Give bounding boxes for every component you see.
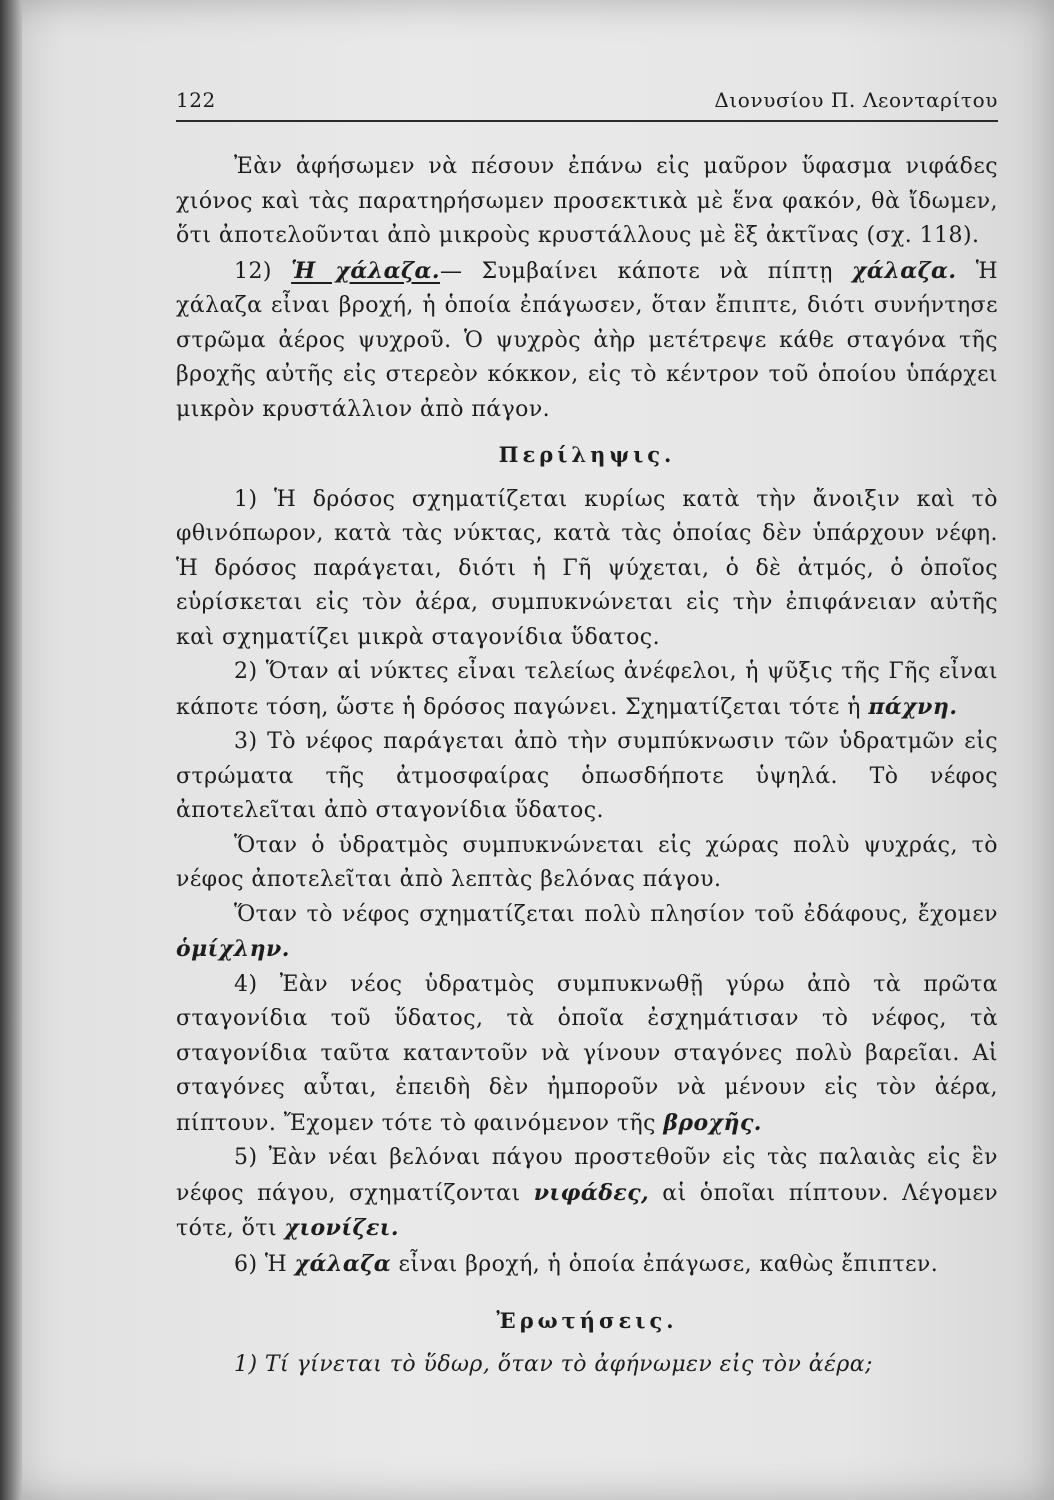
summary-item-3c: [176, 898, 998, 968]
summary-item-6-rest: εἶναι βροχή, ἡ ὁποία ἐπάγωσε, καθὼς ἔπιπτεν.: [398, 1251, 939, 1277]
summary-item-5-text: 5) Ἐὰν νέαι βελόναι πάγου προστεθοῦν εἰς τὰς παλαιὰς εἰς ἓν νέφος πάγου, σχηματίζονται: [176, 1145, 998, 1206]
section-12-rest: Ἡ χάλαζα εἶναι βροχή, ἡ ὁποία ἐπάγωσεν, ὅταν ἔπιπτε, διότι συνήντησε στρῶμα ἀέρος ψυχροῦ. Ὁ ψυχρὸς ἀὴρ μετέτρεψε κάθε σταγόνα τῆς βροχῆς αὐτῆς εἰς στερεὸν κόκκον, εἰς τὸ κέντρον τοῦ ὁποίου ὑπάρχει μικρὸν κρυστάλλιον ἀπὸ πάγον.: [176, 258, 998, 422]
summary-item-4-text: 4) Ἐὰν νέος ὑδρατμὸς συμπυκνωθῇ γύρω ἀπὸ τὰ πρῶτα σταγονίδια τοῦ ὕδατος, τὰ ὁποῖα ἐσχημάτισαν τὸ νέφος, τὰ σταγονίδια ταῦτα καταντοῦν νὰ γίνουν σταγόνες πολὺ βαρεῖαι. Αἱ σταγόνες αὗται, ἐπειδὴ δὲν ἠμποροῦν νὰ μένουν εἰς τὸν ἀέρα, πίπτουν. Ἔχομεν τότε τὸ φαινόμενον τῆς: [176, 971, 998, 1136]
section-12-paragraph: [176, 254, 998, 428]
summary-item-5: [176, 1141, 998, 1247]
summary-item-5-term: νιφάδες,: [533, 1179, 650, 1206]
summary-item-6-start: 6) Ἡ: [234, 1251, 288, 1277]
summary-item-3c-term: ὁμίχλην.: [176, 936, 290, 962]
summary-item-2-term: πάχνη.: [868, 693, 958, 720]
page-binding-edge: [0, 0, 22, 1500]
summary-item-3b: Ὅταν ὁ ὑδρατμὸς συμπυκνώνεται εἰς χώρας πολὺ ψυχράς, τὸ νέφος ἀποτελεῖται ἀπὸ λεπτὰς βελόνας πάγου.: [176, 832, 998, 892]
summary-item-3c-text: Ὅταν τὸ νέφος σχηματίζεται πολὺ πλησίον τοῦ ἐδάφους, ἔχομεν: [234, 901, 998, 927]
page-header: [176, 86, 998, 122]
summary-item-4: [176, 968, 998, 1142]
running-title: Διονυσίου Π. Λεονταρίτου: [714, 88, 998, 112]
summary-item-6: [176, 1247, 998, 1283]
page-number: 122: [176, 88, 216, 112]
question-1: 1) Τί γίνεται τὸ ὕδωρ, ὅταν τὸ ἀφήνωμεν εἰς τὸν ἀέρα;: [234, 1351, 873, 1377]
summary-item-5-term2: χιονίζει.: [284, 1215, 399, 1241]
questions-heading: Ἐρωτήσεις.: [496, 1308, 678, 1333]
summary-item-3: 3) Τὸ νέφος παράγεται ἀπὸ τὴν συμπύκνωσιν τῶν ὑδρατμῶν εἰς στρώματα τῆς ἀτμοσφαίρας ὁπωσδήποτε ὑψηλά. Τὸ νέφος ἀποτελεῖται ἀπὸ σταγονίδια ὕδατος.: [176, 729, 998, 823]
summary-item-6-term: χάλαζα: [294, 1250, 392, 1277]
section-12-term: χάλαζα.: [852, 257, 957, 284]
section-12-lead: — Συμβαίνει κάποτε νὰ πίπτῃ: [440, 258, 833, 284]
summary-item-5-mid: αἱ ὁποῖαι πίπτουν. Λέγομεν τότε, ὅτι: [176, 1180, 999, 1241]
summary-heading: Περίληψις.: [498, 442, 676, 467]
intro-paragraph: Ἐὰν ἀφήσωμεν νὰ πέσουν ἐπάνω εἰς μαῦρον ὕφασμα νιφάδες χιόνος καὶ τὰς παρατηρήσωμεν προσεκτικὰ μὲ ἕνα φακόν, θὰ ἴδωμεν, ὅτι ἀποτελοῦνται ἀπὸ μικροὺς κρυστάλλους μὲ ἓξ ἀκτῖνας (σχ. 118).: [176, 154, 998, 248]
summary-item-2-text: 2) Ὅταν αἱ νύκτες εἶναι τελείως ἀνέφελοι, ἡ ψῦξις τῆς Γῆς εἶναι κάποτε τόση, ὥστε ἡ δρόσος παγώνει. Σχηματίζεται τότε ἡ: [176, 659, 998, 720]
summary-item-1: 1) Ἡ δρόσος σχηματίζεται κυρίως κατὰ τὴν ἄνοιξιν καὶ τὸ φθινόπωρον, κατὰ τὰς νύκτας, κατὰ τὰς ὁποίας δὲν ὑπάρχουν νέφη. Ἡ δρόσος παράγεται, διότι ἡ Γῆ ψύχεται, ὁ δὲ ἀτμός, ὁ ὁποῖος εὑρίσκεται εἰς τὸν ἀέρα, συμπυκνώνεται εἰς τὴν ἐπιφάνειαν αὐτῆς καὶ σχηματίζει μικρὰ σταγονίδια ὕδατος.: [176, 486, 998, 650]
summary-item-2: [176, 655, 998, 725]
summary-item-4-term: βροχῆς.: [663, 1109, 762, 1136]
section-12-number: 12): [234, 258, 272, 284]
page-body: [176, 150, 998, 1382]
section-12-title: Ἡ χάλαζα.: [291, 257, 440, 284]
